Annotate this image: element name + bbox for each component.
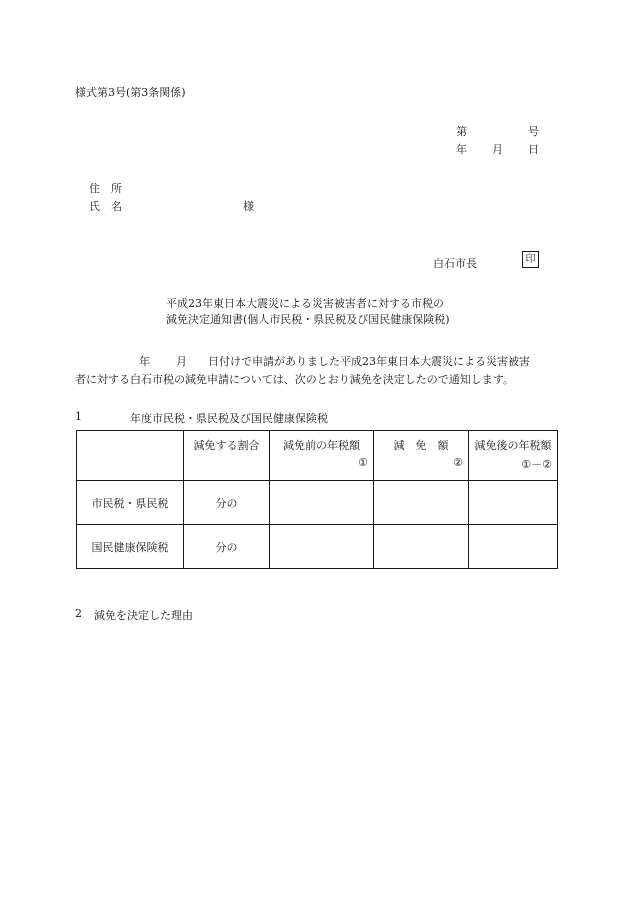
document-title-line1: 平成23年東日本大震災による災害被害者に対する市税の	[166, 297, 444, 310]
body-month: 月	[176, 355, 187, 368]
form-label: 様式第3号(第3条関係)	[75, 86, 186, 99]
table-header-row	[77, 431, 558, 481]
header-reduction	[374, 431, 469, 481]
document-title-line2: 減免決定通知書(個人市民税・県民税及び国民健康保険税)	[166, 313, 450, 326]
table-row	[77, 481, 558, 525]
row-reduction-cell	[374, 481, 469, 525]
header-ratio-label: 減免する割合	[193, 439, 260, 452]
header-reduction-mark: ②	[453, 456, 463, 469]
table-row	[77, 525, 558, 569]
seal-stamp: 印	[522, 251, 539, 268]
header-pre-tax-label: 減免前の年税額	[283, 439, 360, 452]
header-ratio	[184, 431, 270, 481]
row-pre-tax-cell	[270, 481, 374, 525]
row-pre-tax-cell	[270, 525, 374, 569]
section1-number: 1	[75, 410, 82, 423]
name-label: 氏 名	[89, 200, 122, 213]
header-post-tax-mark: ①－②	[521, 458, 552, 471]
section1-heading: 年度市民税・県民税及び国民健康保険税	[130, 412, 328, 425]
row-ratio-cell: 分の	[184, 525, 270, 569]
header-reduction-label: 減 免 額	[393, 439, 449, 452]
row-post-tax-cell	[469, 481, 558, 525]
header-pre-tax	[270, 431, 374, 481]
doc-number-go: 号	[528, 125, 539, 138]
row-ratio-cell: 分の	[184, 481, 270, 525]
issuer-title: 白石市長	[433, 257, 477, 270]
section2-number: 2	[75, 607, 82, 620]
header-blank-cell	[77, 431, 184, 481]
row-label-health-insurance-tax: 国民健康保険税	[77, 525, 184, 569]
row-label-resident-tax: 市民税・県民税	[77, 481, 184, 525]
doc-number-dai: 第	[456, 125, 467, 138]
date-month: 月	[492, 143, 503, 156]
date-day: 日	[528, 143, 539, 156]
header-pre-tax-mark: ①	[358, 456, 368, 469]
sama-honorific: 様	[243, 200, 254, 213]
header-post-tax-label: 減免後の年税額	[474, 439, 552, 452]
tax-reduction-table	[76, 430, 558, 569]
body-text-line2: 者に対する白石市税の減免申請については、次のとおり減免を決定したので通知します。	[75, 373, 514, 386]
date-year: 年	[456, 143, 467, 156]
row-post-tax-cell	[469, 525, 558, 569]
row-reduction-cell	[374, 525, 469, 569]
address-label: 住 所	[89, 182, 122, 195]
body-year: 年	[139, 355, 150, 368]
header-post-tax	[469, 431, 558, 481]
body-text-line1: 日付けで申請がありました平成23年東日本大震災による災害被害	[208, 355, 530, 368]
section2-heading: 減免を決定した理由	[94, 609, 193, 622]
